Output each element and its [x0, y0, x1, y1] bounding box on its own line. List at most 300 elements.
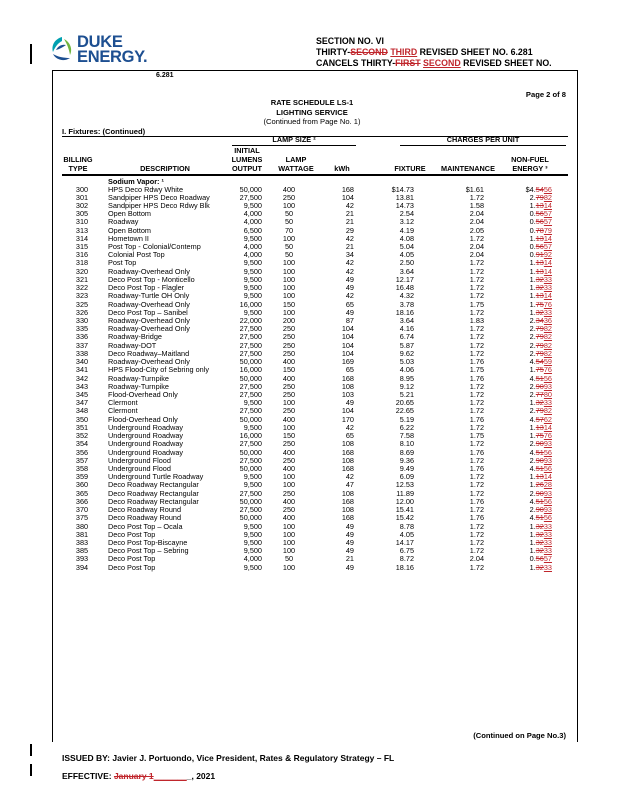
cancels-line-text: CANCELS THIRTY-	[316, 58, 396, 68]
billing-type-cell: 335	[75, 324, 89, 334]
wattage-cell: 400	[282, 496, 296, 506]
kwh-cell: 49	[345, 398, 354, 408]
kwh-cell: 168	[341, 184, 354, 194]
lumens-cell: 9,500	[243, 529, 262, 539]
lumens-cell: 27,500	[239, 192, 262, 202]
nonfuel-base: 2.	[529, 390, 536, 399]
nonfuel-base: 1.	[529, 529, 536, 539]
nonfuel-base: 4.	[529, 496, 536, 506]
description-cell: Deco Roadway–Maitland	[108, 348, 190, 358]
fixture-cell: 15.41	[395, 505, 414, 515]
maintenance-cell: 1.76	[469, 357, 484, 367]
nonfuel-base: 2.	[529, 455, 536, 465]
kwh-cell: 21	[345, 242, 354, 252]
description-cell: Flood-Overhead Only	[108, 414, 178, 424]
fixture-cell: 3.64	[399, 316, 414, 326]
wattage-cell: 250	[282, 324, 296, 334]
service-title: LIGHTING SERVICE	[276, 107, 348, 117]
fixture-cell: 5.21	[399, 390, 414, 399]
nonfuel-inserted: 93	[543, 455, 552, 465]
maintenance-cell: 1.76	[469, 447, 484, 457]
nonfuel-inserted: 33	[543, 546, 552, 556]
nonfuel-deleted: 90	[535, 381, 544, 391]
wattage-cell: 100	[282, 291, 296, 301]
fixture-cell: 6.75	[399, 546, 414, 556]
effective-blank: _______	[153, 771, 187, 781]
wattage-cell: 100	[282, 258, 296, 268]
fixture-cell: 4.05	[399, 250, 414, 260]
description-cell: Deco Post Top - Flagler	[108, 283, 185, 293]
nonfuel-inserted: 62	[543, 414, 552, 424]
nonfuel-deleted: 32	[535, 546, 544, 556]
maintenance-cell: 1.83	[469, 316, 484, 326]
fixture-cell: 9.49	[399, 463, 414, 473]
nonfuel-base: 2.	[529, 324, 536, 334]
nonfuel-base: 0.	[529, 250, 536, 260]
kwh-cell: 49	[345, 521, 354, 531]
description-cell: Underground Roadway	[108, 422, 184, 432]
fixture-cell: 6.74	[399, 332, 414, 342]
description-cell: Deco Roadway Round	[108, 505, 182, 515]
description-cell: Deco Roadway Round	[108, 513, 182, 523]
nonfuel-base: 1.	[529, 431, 536, 441]
wattage-cell: 250	[282, 381, 296, 391]
nonfuel-base: 1.	[529, 283, 536, 293]
description-cell: HPS Deco Rdwy White	[108, 184, 184, 194]
nonfuel-deleted: 32	[535, 529, 544, 539]
nonfuel-base: 1.	[529, 291, 536, 301]
billing-type-cell: 315	[75, 242, 89, 252]
lumens-cell: 4,000	[243, 242, 262, 252]
nonfuel-inserted: 93	[543, 488, 552, 498]
nonfuel-base: 4.	[529, 447, 536, 457]
kwh-cell: 108	[341, 381, 354, 391]
billing-type-cell: 375	[75, 513, 89, 523]
maintenance-cell: 1.72	[469, 398, 484, 408]
billing-header: BILLING	[63, 155, 93, 164]
charges-header: CHARGES PER UNIT	[446, 135, 520, 144]
sheet-line	[316, 47, 533, 58]
nonfuel-header: NON-FUEL	[511, 155, 549, 164]
description-cell: Open Bottom	[108, 225, 151, 235]
lumens-cell: 9,500	[243, 266, 262, 276]
billing-type-cell: 343	[75, 381, 89, 391]
cancels-line	[316, 58, 552, 69]
lumens-cell: 9,500	[243, 307, 262, 317]
nonfuel-base: 1.	[529, 258, 536, 268]
fixture-cell: 4.19	[399, 225, 414, 235]
billing-type-cell: 302	[75, 200, 89, 210]
kwh-cell: 104	[341, 332, 354, 342]
wattage-cell: 100	[282, 521, 296, 531]
billing-type-cell: 326	[75, 307, 89, 317]
maintenance-cell: 1.72	[469, 562, 484, 572]
billing-type-cell: 347	[75, 398, 89, 408]
lumens-cell: 22,000	[239, 316, 262, 326]
kwh-cell: 168	[341, 447, 354, 457]
fixture-cell: 5.04	[399, 242, 414, 252]
nonfuel-inserted: 57	[543, 217, 552, 227]
nonfuel-inserted: 14	[543, 266, 552, 276]
table-row	[0, 564, 624, 572]
nonfuel-base: 1.	[529, 562, 536, 572]
nonfuel-base: 2.	[529, 488, 536, 498]
kwh-cell: 87	[345, 316, 354, 326]
nonfuel-base: 1.	[529, 307, 536, 317]
maintenance-cell: 2.04	[469, 242, 484, 252]
fixture-cell: 4.05	[399, 529, 414, 539]
nonfuel-inserted: 79	[543, 225, 552, 235]
duke-energy-logo-icon	[50, 36, 74, 62]
nonfuel-deleted: 51	[535, 513, 544, 523]
billing-type-cell: 316	[75, 250, 89, 260]
section-number: SECTION NO. VI	[316, 36, 384, 46]
nonfuel-deleted: 51	[535, 496, 544, 506]
nonfuel-inserted: 33	[543, 562, 552, 572]
kwh-cell: 21	[345, 217, 354, 227]
maintenance-cell: 1.72	[469, 439, 484, 449]
nonfuel-deleted: 57	[535, 414, 544, 424]
nonfuel-inserted: 57	[543, 242, 552, 252]
wattage-cell: 200	[282, 316, 296, 326]
kwh-cell: 49	[345, 529, 354, 539]
description-cell: Flood-Overhead Only	[108, 390, 178, 399]
lumens-cell: 50,000	[239, 513, 262, 523]
nonfuel-inserted: 28	[543, 480, 552, 490]
nonfuel-base: 1.	[529, 398, 536, 408]
wattage-cell: 400	[282, 184, 296, 194]
nonfuel-inserted: 82	[543, 406, 552, 416]
maintenance-cell: 1.58	[469, 200, 484, 210]
kwh-cell: 49	[345, 274, 354, 284]
nonfuel-deleted: 13	[535, 472, 544, 482]
billing-type-cell: 358	[75, 463, 89, 473]
maintenance-cell: 1.72	[469, 274, 484, 284]
kwh-cell: 104	[341, 324, 354, 334]
nonfuel-deleted: 51	[535, 373, 544, 383]
fixture-header: FIXTURE	[394, 164, 426, 173]
nonfuel-deleted: 75	[535, 365, 544, 375]
billing-type-cell: 300	[75, 184, 89, 194]
billing-type-cell: 341	[75, 365, 89, 375]
lumens-cell: 27,500	[239, 488, 262, 498]
billing-type-cell: 310	[75, 217, 89, 227]
kwh-cell: 104	[341, 340, 354, 350]
nonfuel-base: 4.	[529, 373, 536, 383]
billing-type-cell: 357	[75, 455, 89, 465]
nonfuel-deleted: 79	[535, 348, 544, 358]
nonfuel-base: 2.	[529, 381, 536, 391]
maintenance-cell: 1.72	[469, 505, 484, 515]
lumens-cell: 9,500	[243, 200, 262, 210]
fixture-cell: 8.10	[399, 439, 414, 449]
fixture-cell: 18.16	[395, 562, 414, 572]
billing-type-cell: 352	[75, 431, 89, 441]
maintenance-cell: 2.04	[469, 554, 484, 564]
nonfuel-base: 1.	[529, 266, 536, 276]
lumens-cell: 9,500	[243, 291, 262, 301]
description-cell: Deco Roadway Rectangular	[108, 488, 199, 498]
wattage-cell: 250	[282, 488, 296, 498]
billing-type-cell: 321	[75, 274, 89, 284]
wattage-cell: 400	[282, 373, 296, 383]
nonfuel-base: 2.	[529, 348, 536, 358]
wattage-cell: 250	[282, 439, 296, 449]
lumens-cell: 27,500	[239, 348, 262, 358]
description-cell: Roadway-Overhead Only	[108, 299, 190, 309]
billing-type-cell: 330	[75, 316, 89, 326]
kwh-cell: 42	[345, 258, 354, 268]
nonfuel-base: 1.	[529, 365, 536, 375]
nonfuel-base: 1.	[529, 537, 536, 547]
kwh-cell: 21	[345, 209, 354, 219]
fixture-cell: 2.54	[399, 209, 414, 219]
nonfuel-inserted: 33	[543, 283, 552, 293]
billing-type-cell: 337	[75, 340, 89, 350]
nonfuel-base: 4.	[529, 513, 536, 523]
lamp-header: LAMP	[285, 155, 307, 164]
lumens-cell: 9,500	[243, 480, 262, 490]
fixture-cell: 4.06	[399, 365, 414, 375]
group-label: Sodium Vapor: ¹	[108, 176, 164, 186]
nonfuel-base: 1.	[529, 521, 536, 531]
fixture-cell: 3.78	[399, 299, 414, 309]
sheet-line-text: REVISED SHEET NO. 6.281	[417, 47, 533, 57]
nonfuel-base: 2.	[529, 316, 536, 326]
nonfuel-deleted: 79	[535, 192, 544, 202]
nonfuel-deleted: 51	[535, 447, 544, 457]
duke-energy-logo	[77, 35, 147, 64]
nonfuel-base: 1.	[529, 200, 536, 210]
kwh-cell: 42	[345, 266, 354, 276]
kwh-cell: 42	[345, 233, 354, 243]
fixture-cell: 3.64	[399, 266, 414, 276]
fixture-cell: 7.58	[399, 431, 414, 441]
nonfuel-inserted: 56	[543, 513, 552, 523]
kwh-cell: 168	[341, 373, 354, 383]
nonfuel-inserted: 56	[543, 184, 552, 194]
lumens-cell: 9,500	[243, 233, 262, 243]
billing-type-cell: 359	[75, 472, 89, 482]
sheet-line-text: THIRTY-	[316, 47, 351, 57]
description-cell: Roadway-Bridge	[108, 332, 162, 342]
wattage-cell: 50	[284, 209, 294, 219]
nonfuel-base: 2.	[529, 406, 536, 416]
nonfuel-inserted: 92	[543, 250, 552, 260]
nonfuel-deleted: 54	[535, 357, 544, 367]
billing-type-cell: 366	[75, 496, 89, 506]
description-cell: Roadway	[108, 217, 139, 227]
billing-type-cell: 322	[75, 283, 89, 293]
kwh-cell: 65	[345, 299, 354, 309]
nonfuel-base: 2.	[529, 505, 536, 515]
lumens-cell: 16,000	[239, 431, 262, 441]
nonfuel-inserted: 57	[543, 554, 552, 564]
billing-type-cell: 320	[75, 266, 89, 276]
maintenance-cell: 1.72	[469, 529, 484, 539]
fixture-cell: 6.22	[399, 422, 414, 432]
nonfuel-inserted: 14	[543, 291, 552, 301]
lumens-cell: 27,500	[239, 390, 262, 399]
kwh-cell: 168	[341, 463, 354, 473]
billing-type-cell: 370	[75, 505, 89, 515]
nonfuel-base: 1.	[529, 233, 536, 243]
maintenance-cell: 2.05	[469, 225, 484, 235]
fixture-cell: 4.08	[399, 233, 414, 243]
nonfuel-deleted: 75	[535, 431, 544, 441]
effective-rest: _, 2021	[186, 771, 216, 781]
fixture-cell: $14.73	[391, 184, 414, 194]
sheet-line-inserted: THIRD	[390, 47, 418, 57]
wattage-cell: 100	[282, 274, 296, 284]
fixture-cell: 6.09	[399, 472, 414, 482]
description-cell: Colonial Post Top	[108, 250, 165, 260]
description-cell: Roadway-Overhead Only	[108, 324, 190, 334]
description-cell: Clermont	[108, 398, 138, 408]
nonfuel-inserted: 14	[543, 258, 552, 268]
wattage-cell: 400	[282, 447, 296, 457]
continued-on: (Continued on Page No.3)	[473, 731, 566, 740]
description-cell: Deco Roadway Rectangular	[108, 480, 199, 490]
nonfuel-base: 4.	[529, 463, 536, 473]
nonfuel-deleted: 13	[535, 291, 544, 301]
kwh-cell: 29	[345, 225, 354, 235]
maintenance-cell: 1.72	[469, 233, 484, 243]
lumens-cell: 50,000	[239, 447, 262, 457]
wattage-cell: 400	[282, 357, 296, 367]
maintenance-cell: 1.76	[469, 496, 484, 506]
wattage-cell: 100	[282, 529, 296, 539]
fixture-cell: 4.16	[399, 324, 414, 334]
wattage-cell: 250	[282, 455, 296, 465]
description-cell: Underground Roadway	[108, 431, 184, 441]
kwh-cell: 47	[345, 480, 354, 490]
lumens-cell: 50,000	[239, 184, 262, 194]
nonfuel-base: 4.	[529, 357, 536, 367]
lumens-cell: 27,500	[239, 505, 262, 515]
nonfuel-deleted: 79	[535, 406, 544, 416]
lumens-cell: 4,000	[243, 209, 262, 219]
billing-type-cell: 340	[75, 357, 89, 367]
billing-type-cell: 350	[75, 414, 89, 424]
billing-type-cell: 325	[75, 299, 89, 309]
billing-type-cell: 323	[75, 291, 89, 301]
maintenance-cell: 1.72	[469, 488, 484, 498]
lumens-cell: 9,500	[243, 398, 262, 408]
lumens-cell: 27,500	[239, 324, 262, 334]
description-cell: Deco Roadway Rectangular	[108, 496, 199, 506]
logo-line2: ENERGY.	[77, 47, 148, 66]
billing-type-cell: 354	[75, 439, 89, 449]
kwh-cell: 65	[345, 431, 354, 441]
description-cell: Roadway-DOT	[108, 340, 157, 350]
nonfuel-base: 0.	[529, 242, 536, 252]
nonfuel-inserted: 14	[543, 472, 552, 482]
description-cell: Open Bottom	[108, 209, 151, 219]
issued-by: ISSUED BY: Javier J. Portuondo, Vice President, Rates & Regulatory Strategy – FL	[62, 753, 395, 763]
wattage-cell: 400	[282, 513, 296, 523]
billing-type-cell: 383	[75, 537, 89, 547]
nonfuel-base: 1.	[529, 422, 536, 432]
nonfuel-deleted: 13	[535, 233, 544, 243]
nonfuel-inserted: 93	[543, 505, 552, 515]
wattage-cell: 50	[284, 250, 294, 260]
nonfuel-deleted: 79	[535, 340, 544, 350]
kwh-cell: 104	[341, 192, 354, 202]
description-cell: Deco Post Top	[108, 529, 156, 539]
kwh-cell: 42	[345, 200, 354, 210]
nonfuel-deleted: 13	[535, 200, 544, 210]
nonfuel-deleted: 13	[535, 266, 544, 276]
fixture-cell: 8.78	[399, 521, 414, 531]
lumens-header: LUMENS	[231, 155, 263, 164]
description-cell: Clermont	[108, 406, 138, 416]
maintenance-cell: 1.75	[469, 365, 484, 375]
kwh-cell: 168	[341, 513, 354, 523]
kwh-cell: 34	[345, 250, 354, 260]
nonfuel-deleted: 75	[535, 299, 544, 309]
wattage-cell: 100	[282, 472, 296, 482]
fixture-cell: 14.17	[395, 537, 414, 547]
kwh-cell: 169	[341, 357, 354, 367]
wattage-cell: 100	[282, 233, 296, 243]
nonfuel-energy-cell	[510, 564, 552, 572]
nonfuel-deleted: 32	[535, 307, 544, 317]
nonfuel-inserted: 56	[543, 447, 552, 457]
wattage-header: WATTAGE	[278, 164, 314, 173]
nonfuel-inserted: 56	[543, 373, 552, 383]
nonfuel-base: 1.	[529, 274, 536, 284]
kwh-cell: 108	[341, 488, 354, 498]
nonfuel-base: 1.	[529, 546, 536, 556]
maintenance-cell: 1.72	[469, 258, 484, 268]
description-cell: Underground Roadway	[108, 447, 184, 457]
description-cell: Post Top - Colonial/Contemp	[108, 242, 201, 252]
maintenance-cell: 1.72	[469, 348, 484, 358]
description-cell: Underground Roadway	[108, 439, 184, 449]
nonfuel-inserted: 76	[543, 365, 552, 375]
description-cell: Underground Turtle Roadway	[108, 472, 204, 482]
nonfuel-inserted: 93	[543, 381, 552, 391]
billing-type-cell: 318	[75, 258, 89, 268]
nonfuel-inserted: 82	[543, 324, 552, 334]
description-cell: Roadway-Turtle OH Only	[108, 291, 190, 301]
nonfuel-deleted: 54	[535, 184, 544, 194]
nonfuel-inserted: 33	[543, 537, 552, 547]
description-cell: Deco Post Top	[108, 562, 156, 572]
billing-type-cell: 338	[75, 348, 89, 358]
kwh-cell: 103	[341, 390, 354, 399]
sheet-number-small: 6.281	[156, 72, 174, 79]
lumens-cell: 50,000	[239, 496, 262, 506]
maintenance-cell: 2.04	[469, 217, 484, 227]
lumens-cell: 27,500	[239, 340, 262, 350]
description-cell: Underground Flood	[108, 463, 171, 473]
wattage-cell: 100	[282, 537, 296, 547]
nonfuel-deleted: 13	[535, 422, 544, 432]
section-label: I. Fixtures: (Continued)	[62, 127, 146, 136]
description-cell: Roadway-Turnpike	[108, 373, 169, 383]
nonfuel-deleted: 32	[535, 537, 544, 547]
maintenance-cell: 1.72	[469, 521, 484, 531]
nonfuel-inserted: 33	[543, 307, 552, 317]
nonfuel-base: 0.	[529, 217, 536, 227]
effective-label: EFFECTIVE:	[62, 771, 114, 781]
kwh-cell: 42	[345, 422, 354, 432]
wattage-cell: 100	[282, 480, 296, 490]
nonfuel-base: 2.	[529, 439, 536, 449]
nonfuel-inserted: 59	[543, 357, 552, 367]
